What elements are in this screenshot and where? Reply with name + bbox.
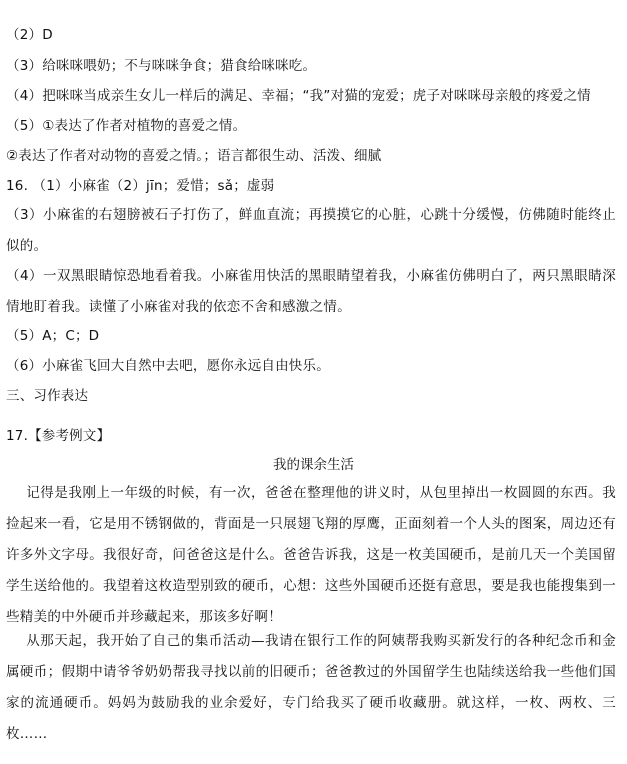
- q17-label: 17.【参考例文】: [6, 428, 111, 444]
- essay-title: 我的课余生活: [273, 457, 354, 473]
- q16-answer-1-2: 16. （1）小麻雀（2）jīn；爱惜；sǎ；虚弱: [6, 178, 275, 194]
- answer-q5-part2: ②表达了作者对动物的喜爱之情。；语言都很生动、活泼、细腻: [6, 148, 382, 164]
- q16-answer-6: （6）小麻雀飞回大自然中去吧，愿你永远自由快乐。: [6, 358, 330, 374]
- q16-answer-5: （5）A；C；D: [6, 328, 100, 344]
- essay-paragraph-2: 从那天起，我开始了自己的集币活动—我请在银行工作的阿姨帮我购买新发行的各种纪念币和金属硬币；假期中请爷爷奶奶帮我寻找以前的旧硬币；爸爸教过的外国留学生也陆续送给我一些他们国家的流通硬币。妈妈为鼓励我的业余爱好，专门给我买了硬币收藏册。就这样，一枚、两枚、三枚……: [6, 633, 616, 742]
- q16-answer-4: （4）一双黑眼睛惊恐地看着我。小麻雀用快活的黑眼睛望着我，小麻雀仿佛明白了，两只黑眼睛深情地盯着我。读懂了小麻雀对我的依恋不舍和感激之情。: [6, 268, 616, 315]
- q16-answer-3: （3）小麻雀的右翅膀被石子打伤了，鲜血直流；再摸摸它的心脏，心跳十分缓慢，仿佛随时能终止似的。: [6, 207, 616, 254]
- answer-q3: （3）给咪咪喂奶；不与咪咪争食；猎食给咪咪吃。: [6, 58, 317, 74]
- answer-q4: （4）把咪咪当成亲生女儿一样后的满足、幸福；“我”对猫的宠爱；虎子对咪咪母亲般的疼爱之情: [6, 88, 591, 104]
- answer-q2: （2）D: [6, 27, 53, 43]
- section-heading: 三、习作表达: [6, 388, 89, 404]
- answer-q5-part1: （5）①表达了作者对植物的喜爱之情。: [6, 118, 247, 134]
- essay-paragraph-1: 记得是我刚上一年级的时候，有一次，爸爸在整理他的讲义时，从包里掉出一枚圆圆的东西。我捡起来一看，它是用不锈钢做的，背面是一只展翅飞翔的厚鹰，正面刻着一个人头的图案，周边还有许多外文字母。我很好奇，问爸爸这是什么。爸爸告诉我，这是一枚美国硬币，是前几天一个美国留学生送给他的。我望着这枚造型别致的硬币，心想：这些外国硬币还挺有意思，要是我也能搜集到一些精美的中外硬币并珍藏起来，那该多好啊！: [6, 485, 616, 625]
